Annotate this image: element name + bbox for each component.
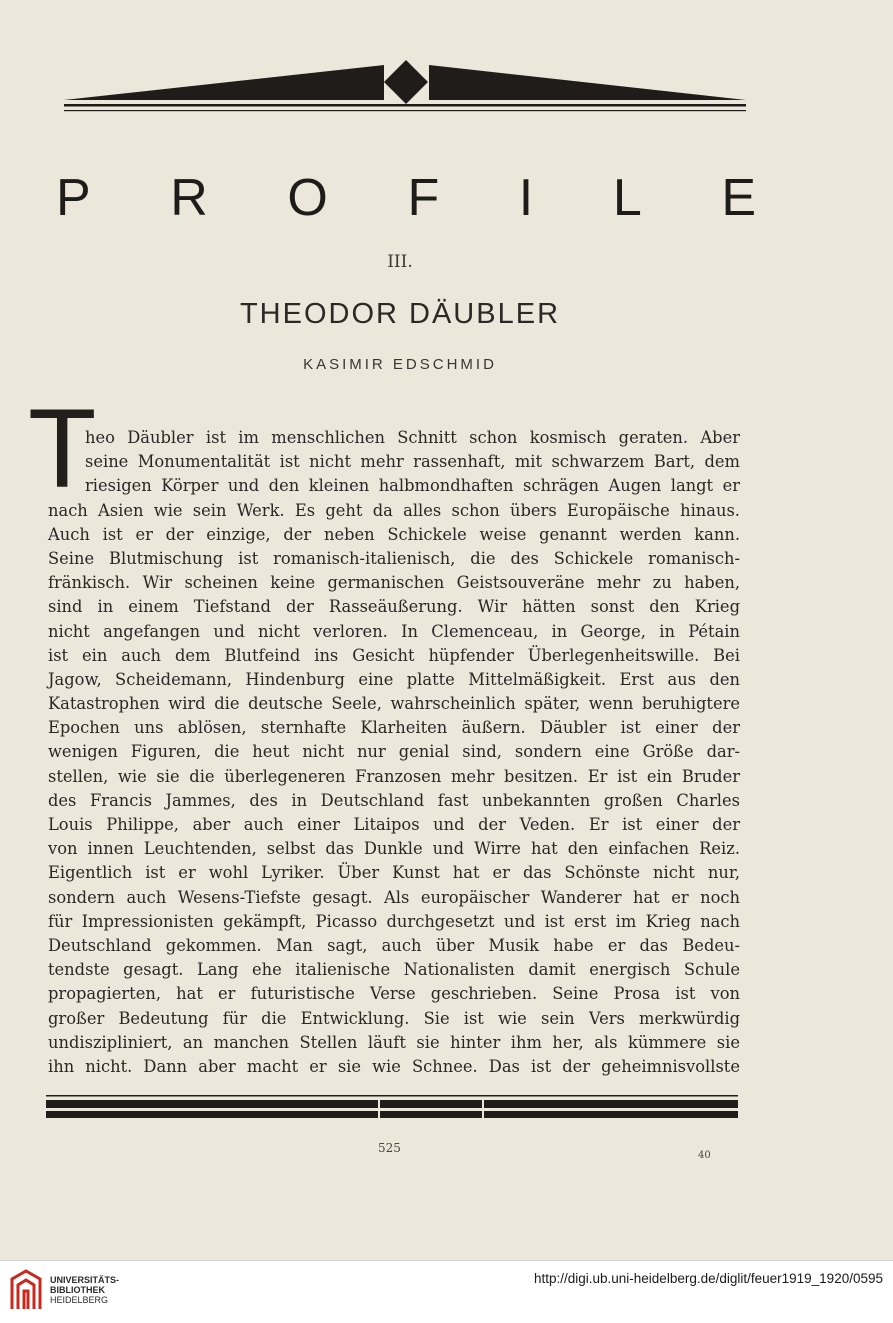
title-letter: F: [407, 169, 440, 227]
signature-mark: 40: [698, 1150, 711, 1161]
text-line: Eigentlich ist er wohl Lyriker. Über Kunst hat er das Schönste nicht nur,: [48, 863, 740, 883]
article-author: KASIMIR EDSCHMID: [303, 356, 497, 373]
text-line: stellen, wie sie die überlegeneren Franzosen mehr besitzen. Er ist ein Bruder: [48, 766, 740, 786]
text-line: für Impressionisten gekämpft, Picasso durchgesetzt und ist erst im Krieg nach: [48, 911, 740, 931]
text-line: des Francis Jammes, des in Deutschland fast unbekannten großen Charles: [48, 790, 740, 810]
library-logo-icon[interactable]: [8, 1269, 44, 1313]
text-line: wenigen Figuren, die heut nicht nur genial sind, sondern eine Größe dar-: [48, 742, 740, 762]
page-number: 525: [378, 1141, 401, 1155]
title-letter: L: [612, 169, 642, 227]
text-line: seine Monumentalität ist nicht mehr rassenhaft, mit schwarzem Bart, dem: [85, 452, 740, 472]
top-ornament: [64, 60, 746, 118]
text-line: großer Bedeutung für die Entwicklung. Sie ist wie sein Vers merkwürdig: [48, 1008, 740, 1028]
title-letter: R: [170, 169, 208, 227]
text-line: Seine Blutmischung ist romanisch-italienisch, die des Schickele romanisch-: [48, 548, 740, 568]
article-body: [48, 426, 740, 1079]
page-title: [56, 168, 756, 228]
article-subject: THEODOR DÄUBLER: [239, 298, 561, 330]
bottom-rule: [46, 1095, 738, 1121]
title-letter: E: [721, 169, 756, 227]
text-line: sind in einem Tiefstand der Rasseäußerung. Wir hätten sonst den Krieg: [48, 597, 740, 617]
text-line: propagierten, hat er futuristische Verse geschrieben. Seine Prosa ist von: [48, 984, 740, 1004]
text-line: Epochen uns ablösen, sternhafte Klarheiten äußern. Däubler ist einer der: [48, 718, 740, 738]
text-line: Katastrophen wird die deutsche Seele, wahrscheinlich später, wenn beruhigtere: [48, 694, 740, 714]
text-line: undiszipliniert, an manchen Stellen läuft sie hinter ihm her, als kümmere sie: [48, 1032, 740, 1052]
text-line: ihn nicht. Dann aber macht er sie wie Schnee. Das ist der geheimnisvollste: [48, 1056, 740, 1076]
title-letter: I: [518, 169, 534, 227]
drop-cap: T: [28, 386, 97, 511]
permalink-url[interactable]: http://digi.ub.uni-heidelberg.de/diglit/feuer1919_1920/0595: [533, 1271, 883, 1286]
text-line: nach Asien wie sein Werk. Es geht da alles schon übers Europäische hinaus.: [48, 500, 740, 520]
text-line: Jagow, Scheidemann, Hindenburg eine platte Mittelmäßigkeit. Erst aus den: [48, 669, 740, 689]
section-numeral: III.: [387, 252, 413, 272]
viewer-footer: [0, 1260, 893, 1323]
text-line: Auch ist er der einzige, der neben Schickele weise genannt werden kann.: [48, 524, 740, 544]
text-line: riesigen Körper und den kleinen halbmondhaften schrägen Augen langt er: [85, 476, 740, 496]
title-letter: P: [56, 169, 91, 227]
text-line: Louis Philippe, aber auch einer Litaipos und der Veden. Er ist einer der: [48, 815, 740, 834]
text-line: Deutschland gekommen. Man sagt, auch über Musik habe er das Bedeu-: [48, 935, 740, 955]
text-line: von innen Leuchtenden, selbst das Dunkle und Wirre hat den einfachen Reiz.: [48, 839, 740, 859]
text-line: nicht angefangen und nicht verloren. In Clemenceau, in George, in Pétain: [48, 621, 740, 641]
text-line: tendste gesagt. Lang ehe italienische Nationalisten damit energisch Schule: [48, 960, 740, 980]
text-line: ist ein auch dem Blutfeind ins Gesicht hüpfender Überlegenheitswille. Bei: [48, 645, 740, 665]
library-name-line: HEIDELBERG: [50, 1295, 109, 1305]
title-letter: O: [287, 169, 328, 227]
library-name-line: BIBLIOTHEK: [50, 1285, 105, 1295]
text-line: sondern auch Wesens-Tiefste gesagt. Als europäischer Wanderer hat er noch: [48, 887, 740, 907]
library-name-line: UNIVERSITÄTS-: [50, 1275, 120, 1285]
library-name[interactable]: [50, 1275, 119, 1305]
text-line: heo Däubler ist im menschlichen Schnitt schon kosmisch geraten. Aber: [85, 428, 740, 447]
text-line: fränkisch. Wir scheinen keine germanischen Geistsouveräne mehr zu haben,: [48, 573, 740, 593]
